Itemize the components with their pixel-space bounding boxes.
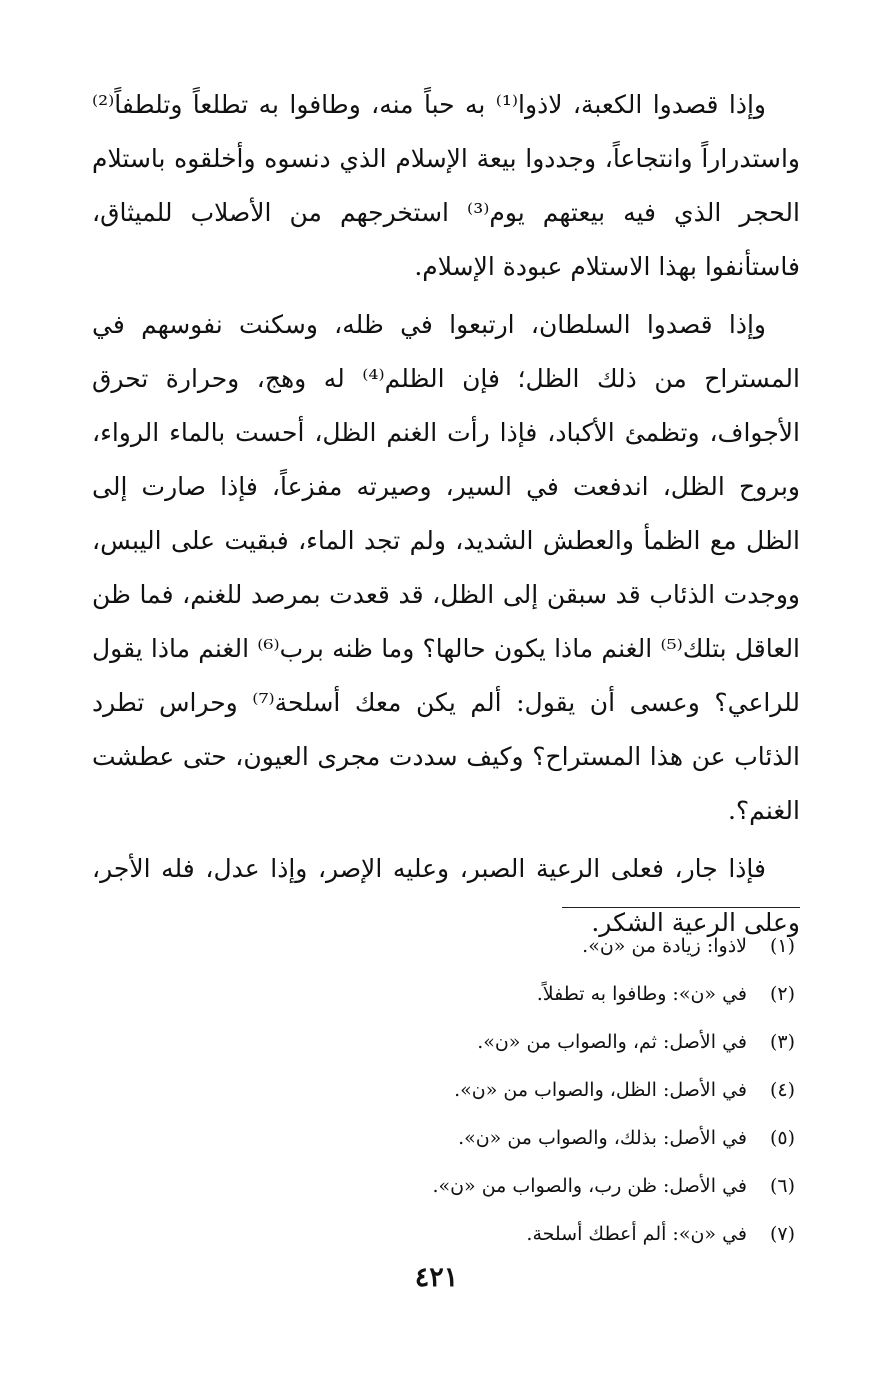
paragraph-sultan: وإذا قصدوا السلطان، ارتبعوا في ظله، وسكنت نفوسهم في المستراح من ذلك الظل؛ فإن الظلم⁽⁴⁾ له وهج، وحرارة تحرق الأجواف، وتظمئ الأكباد، فإذا رأت الغنم الظل، أحست بالماء الرواء، وبروح الظل، اندفعت في السير، وصيرته مفزعاً، فإذا صارت إلى الظل مع الظمأ والعطش الشديد، ولم تجد الماء، فبقيت على اليبس، ووجدت الذئاب قد سبقن إلى الظل، قد قعدت بمرصد للغنم، فما ظن العاقل بتلك⁽⁵⁾ الغنم ماذا يكون حالها؟ وما ظنه برب⁽⁶⁾ الغنم ماذا يقول للراعي؟ وعسى أن يقول: ألم يكن معك أسلحة⁽⁷⁾ وحراس تطرد الذئاب عن هذا المستراح؟ وكيف سددت مجرى العيون، حتى عطشت الغنم؟.	[92, 310, 801, 825]
main-text	[92, 78, 800, 950]
footnote-5	[155, 1114, 795, 1162]
footnote-4	[155, 1066, 795, 1114]
footnote-divider	[562, 907, 800, 908]
footnote-number: (٢)	[769, 983, 795, 1005]
footnotes	[155, 922, 795, 1258]
footnote-text: في الأصل: ثم، والصواب من «ن».	[477, 1031, 747, 1053]
footnote-number: (١)	[769, 935, 795, 957]
footnote-7	[155, 1210, 795, 1258]
page-number: ٤٢١	[414, 1262, 459, 1293]
footnote-number: (٣)	[769, 1031, 795, 1053]
footnote-text: في الأصل: الظل، والصواب من «ن».	[454, 1079, 747, 1101]
footnote-text: في «ن»: ألم أعطك أسلحة.	[526, 1223, 747, 1245]
footnote-3	[155, 1018, 795, 1066]
footnote-number: (٧)	[769, 1223, 795, 1245]
footnote-number: (٤)	[769, 1079, 795, 1101]
footnote-6	[155, 1162, 795, 1210]
paragraph-justice: فإذا جار، فعلى الرعية الصبر، وعليه الإصر، وإذا عدل، فله الأجر، وعلى الرعية الشكر.	[92, 854, 800, 937]
paragraph-kaaba: وإذا قصدوا الكعبة، لاذوا⁽¹⁾ به حباً منه، وطافوا به تطلعاً وتلطفاً⁽²⁾ واستدراراً وانتجاعاً، وجددوا بيعة الإسلام الذي دنسوه وأخلقوه باستلام الحجر الذي فيه بيعتهم يوم⁽³⁾ استخرجهم من الأصلاب للميثاق، فاستأنفوا بهذا الاستلام عبودة الإسلام.	[92, 90, 800, 281]
footnote-text: لاذوا: زيادة من «ن».	[582, 935, 747, 957]
footnote-text: في الأصل: بذلك، والصواب من «ن».	[458, 1127, 747, 1149]
footnote-2	[155, 970, 795, 1018]
footnote-text: في «ن»: وطافوا به تطفلاً.	[536, 983, 747, 1005]
footnote-1	[155, 922, 795, 970]
footnote-text: في الأصل: ظن رب، والصواب من «ن».	[432, 1175, 747, 1197]
footnote-number: (٦)	[769, 1175, 795, 1197]
footnote-number: (٥)	[769, 1127, 795, 1149]
